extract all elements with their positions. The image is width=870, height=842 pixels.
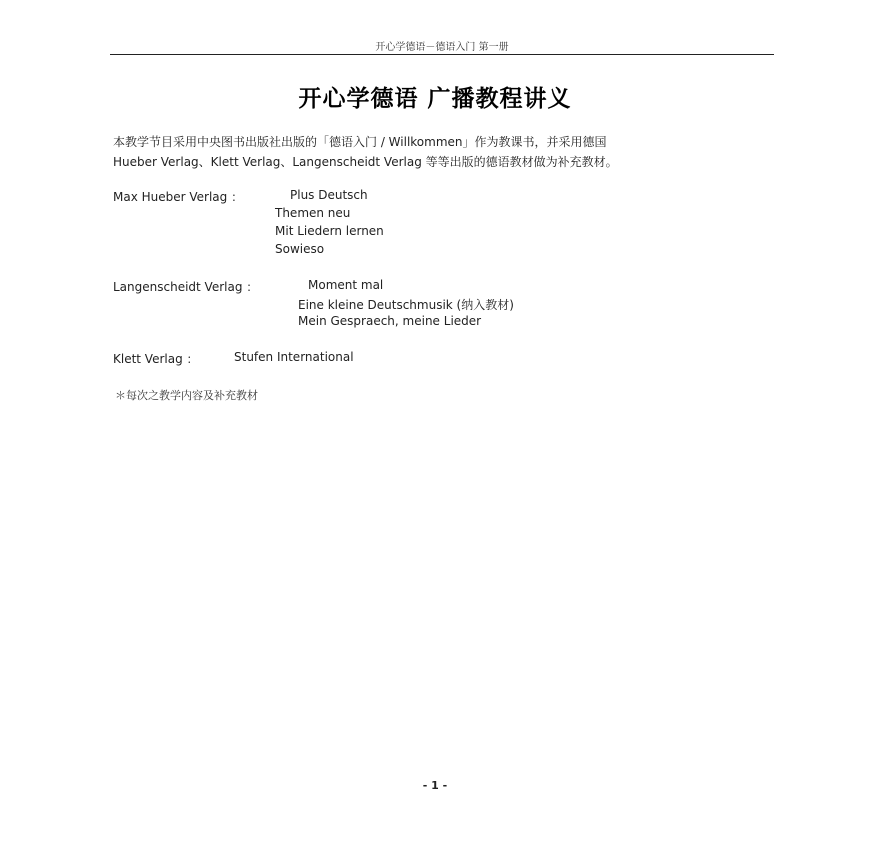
intro-line-2: Hueber Verlag、Klett Verlag、Langenscheidt Verlag 等等出版的德语教材做为补充教材。: [113, 155, 618, 169]
book-title: Sowieso: [275, 242, 325, 256]
running-header: 开心学德语－德语入门 第一册: [375, 42, 509, 53]
book-title: Stufen International: [234, 350, 354, 364]
book-title: Mein Gespraech, meine Lieder: [298, 314, 482, 328]
book-title: Eine kleine Deutschmusik (纳入教材): [298, 298, 514, 312]
book-title: Themen neu: [275, 206, 351, 220]
book-title: Moment mal: [308, 278, 384, 292]
publisher-label: Max Hueber Verlag ：: [113, 190, 244, 204]
book-title: Mit Liedern lernen: [275, 224, 384, 238]
document-title: 开心学德语 广播教程讲义: [298, 86, 572, 112]
supplement-note: ＊每次之教学内容及补充教材: [115, 389, 258, 402]
page-number: - 1 -: [422, 779, 448, 792]
publisher-label: Klett Verlag ：: [113, 352, 199, 366]
book-title: Plus Deutsch: [290, 188, 368, 202]
intro-paragraph: [113, 132, 773, 172]
publisher-label: Langenscheidt Verlag ：: [113, 280, 259, 294]
intro-line-1: 本教学节目采用中央图书出版社出版的「德语入门 / Willkommen」作为教课书，并采用德国: [113, 135, 607, 149]
header-rule: [110, 54, 774, 55]
